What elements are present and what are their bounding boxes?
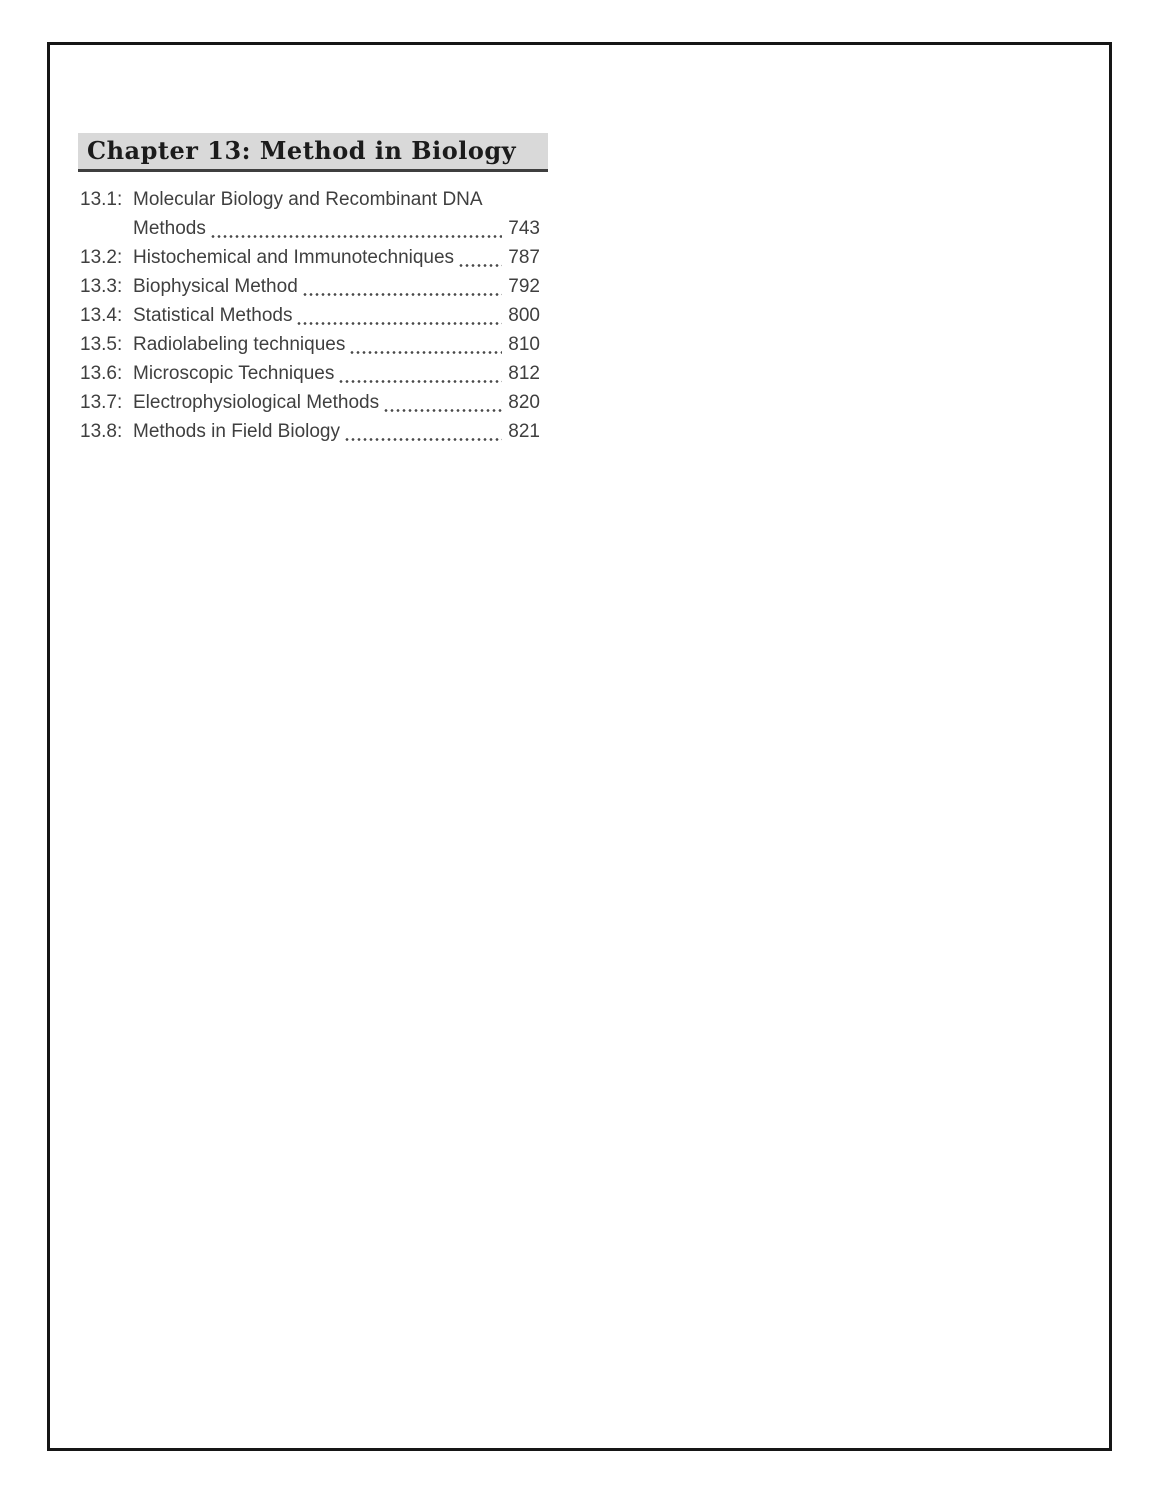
toc-entry-number: 13.8: [80, 421, 123, 442]
toc-entry [80, 417, 540, 446]
toc-entry-line [133, 417, 540, 446]
toc-entry-number: 13.7: [80, 392, 123, 413]
toc-entry-title: Radiolabeling techniques [133, 334, 346, 355]
dot-leader [344, 438, 502, 441]
toc-entry-title: Electrophysiological Methods [133, 392, 380, 413]
toc-entry-line [133, 330, 540, 359]
toc-entry-line [133, 388, 540, 417]
dot-leader [458, 264, 502, 267]
toc-entry-title: Methods in Field Biology [133, 421, 340, 442]
toc-entry-page: 800 [508, 305, 540, 326]
toc-entry-page: 820 [508, 392, 540, 413]
toc-entry-title: Microscopic Techniques [133, 363, 335, 384]
toc-entry-number: 13.6: [80, 363, 123, 384]
toc-entry-number: 13.4: [80, 305, 123, 326]
toc-entry [80, 359, 540, 388]
toc-list [80, 185, 540, 446]
toc-entry-title: Biophysical Method [133, 276, 298, 297]
toc-entry [80, 185, 540, 243]
toc-entry-page: 792 [508, 276, 540, 297]
toc-entry-page: 812 [508, 363, 540, 384]
toc-entry-title: Histochemical and Immunotechniques [133, 247, 455, 268]
toc-entry-body [133, 417, 540, 446]
toc-entry [80, 243, 540, 272]
toc-entry-page: 810 [508, 334, 540, 355]
toc-entry-body [133, 185, 540, 243]
toc-entry-title-continued: Methods [133, 218, 206, 239]
toc-entry-title-line [133, 185, 540, 214]
toc-entry-page: 743 [508, 218, 540, 239]
toc-entry-body [133, 359, 540, 388]
dot-leader [338, 380, 502, 383]
toc-entry-number: 13.1: [80, 189, 123, 210]
toc-entry-wrap-line [133, 214, 540, 243]
toc-entry-body [133, 388, 540, 417]
dot-leader [210, 235, 502, 238]
toc-entry [80, 272, 540, 301]
toc-entry-body [133, 243, 540, 272]
dot-leader [383, 409, 502, 412]
chapter-header [78, 133, 548, 172]
dot-leader [296, 322, 502, 325]
toc-entry-title: Molecular Biology and Recombinant DNA [133, 189, 483, 210]
toc-entry-number: 13.3: [80, 276, 123, 297]
toc-entry-body [133, 330, 540, 359]
page-content [78, 133, 548, 446]
toc-entry-page: 787 [508, 247, 540, 268]
toc-entry-line [133, 359, 540, 388]
toc-entry-page: 821 [508, 421, 540, 442]
toc-entry-number: 13.5: [80, 334, 123, 355]
toc-entry-body [133, 272, 540, 301]
dot-leader [302, 293, 502, 296]
toc-entry [80, 330, 540, 359]
chapter-title: Chapter 13: Method in Biology [87, 136, 517, 165]
toc-entry-body [133, 301, 540, 330]
toc-entry [80, 388, 540, 417]
toc-entry-title: Statistical Methods [133, 305, 293, 326]
toc-entry-line [133, 301, 540, 330]
toc-entry-line [133, 272, 540, 301]
toc-entry-line [133, 243, 540, 272]
toc-entry-number: 13.2: [80, 247, 123, 268]
toc-entry [80, 301, 540, 330]
dot-leader [349, 351, 502, 354]
